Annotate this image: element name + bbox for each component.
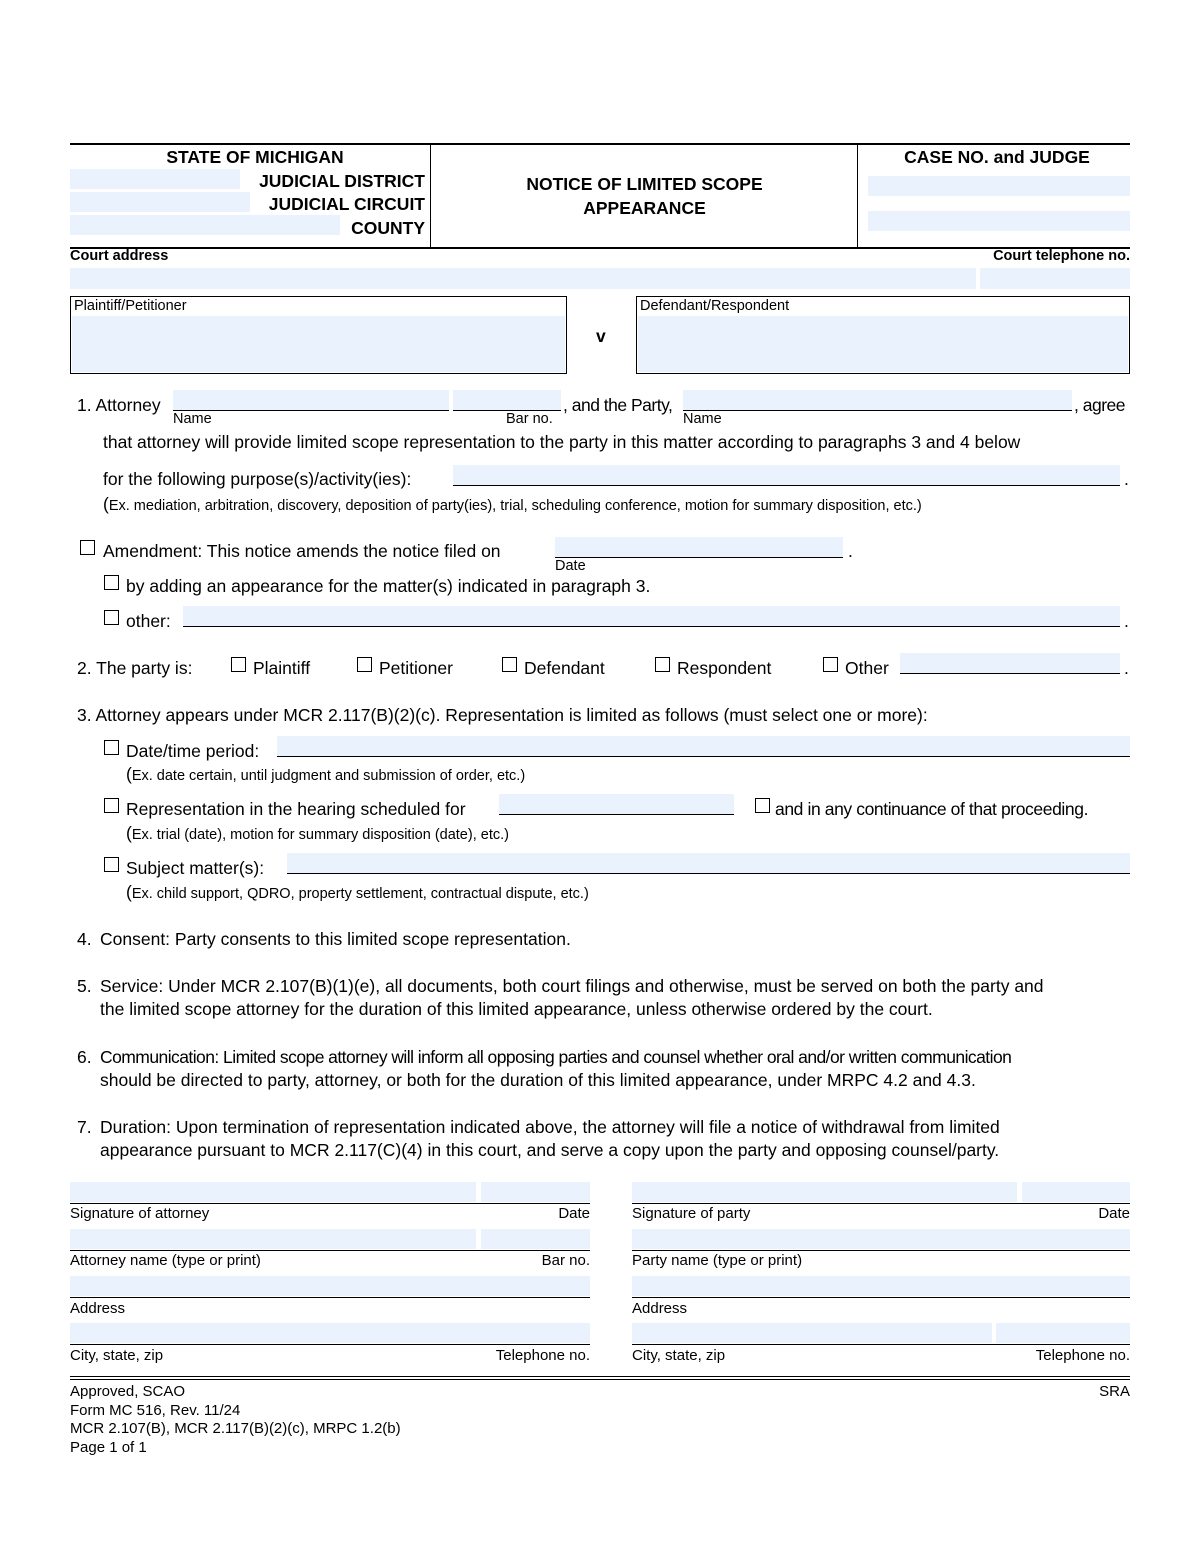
party-signature-input[interactable] bbox=[632, 1182, 1017, 1202]
header-divider-right bbox=[857, 143, 858, 249]
party-signature-date-input[interactable] bbox=[1022, 1182, 1130, 1202]
item1-lead: 1. Attorney bbox=[77, 395, 161, 415]
party-plaintiff-checkbox[interactable] bbox=[231, 657, 246, 672]
party-address-rule bbox=[632, 1297, 1130, 1298]
item6-line2: should be directed to party, attorney, or both for the duration of this limited appearance, under MRPC 4.2 and 4.3. bbox=[100, 1070, 976, 1090]
item6-line1: Communication: Limited scope attorney will inform all opposing parties and counsel whether oral and/or written communication bbox=[100, 1047, 1012, 1067]
attorney-city-rule bbox=[70, 1344, 590, 1345]
attorney-address-rule bbox=[70, 1297, 590, 1298]
continuance-label: and in any continuance of that proceeding. bbox=[775, 799, 1089, 819]
court-address-label: Court address bbox=[70, 248, 169, 264]
purpose-example-text: Ex. mediation, arbitration, discovery, deposition of party(ies), trial, scheduling conference, motion for summary disposition, etc.) bbox=[108, 498, 922, 514]
subject-label: Subject matter(s): bbox=[126, 858, 265, 878]
item4-text: Consent: Party consents to this limited scope representation. bbox=[100, 929, 571, 949]
date-time-example-text: Ex. date certain, until judgment and submission of order, etc.) bbox=[131, 768, 526, 784]
case-no-label: CASE NO. and JUDGE bbox=[904, 147, 1090, 167]
attorney-name-rule bbox=[70, 1250, 590, 1251]
party-plaintiff-label: Plaintiff bbox=[253, 658, 311, 678]
hearing-label: Representation in the hearing scheduled for bbox=[126, 799, 466, 819]
party-defendant-checkbox[interactable] bbox=[502, 657, 517, 672]
footer-approved: Approved, SCAO bbox=[70, 1383, 186, 1400]
item5-num: 5. bbox=[77, 976, 92, 996]
other-amend-checkbox[interactable] bbox=[104, 610, 119, 625]
amendment-text: Amendment: This notice amends the notice filed on bbox=[103, 541, 501, 561]
attorney-sig-label: Signature of attorney bbox=[70, 1205, 210, 1222]
party-petitioner-label: Petitioner bbox=[379, 658, 453, 678]
other-amend-label: other: bbox=[126, 611, 171, 631]
subject-example bbox=[126, 882, 589, 903]
date-time-input[interactable] bbox=[277, 736, 1130, 757]
purpose-example bbox=[103, 494, 922, 515]
footer-rules: MCR 2.107(B), MCR 2.117(B)(2)(c), MRPC 1.2(b) bbox=[70, 1420, 401, 1437]
party-city-rule bbox=[632, 1344, 1130, 1345]
party-sig-label: Signature of party bbox=[632, 1205, 751, 1222]
county-label: COUNTY bbox=[351, 218, 425, 238]
footer-sra: SRA bbox=[1099, 1383, 1130, 1400]
and-party-text: , and the Party, bbox=[563, 395, 673, 415]
party-other-period: . bbox=[1124, 658, 1129, 678]
attorney-bar-caption: Bar no. bbox=[506, 411, 553, 427]
item2-lead: 2. The party is: bbox=[77, 658, 193, 678]
header-top-rule bbox=[70, 143, 1130, 145]
party-petitioner-checkbox[interactable] bbox=[357, 657, 372, 672]
party-city-input[interactable] bbox=[632, 1323, 992, 1343]
item1-line3: for the following purpose(s)/activity(ies): bbox=[103, 469, 412, 489]
attorney-signature-date-input[interactable] bbox=[481, 1182, 590, 1202]
continuance-checkbox[interactable] bbox=[755, 798, 770, 813]
footer-rule-2 bbox=[70, 1379, 1130, 1380]
attorney-name-print-label: Attorney name (type or print) bbox=[70, 1252, 261, 1269]
state-heading: STATE OF MICHIGAN bbox=[166, 147, 344, 167]
adding-checkbox[interactable] bbox=[104, 575, 119, 590]
court-address-input[interactable] bbox=[70, 268, 976, 289]
circuit-label: JUDICIAL CIRCUIT bbox=[268, 194, 425, 214]
attorney-city-input[interactable] bbox=[70, 1323, 590, 1343]
defendant-input[interactable] bbox=[638, 316, 1128, 372]
party-respondent-checkbox[interactable] bbox=[655, 657, 670, 672]
party-tel-input[interactable] bbox=[996, 1323, 1130, 1343]
amendment-period: . bbox=[848, 541, 853, 561]
attorney-signature-input[interactable] bbox=[70, 1182, 476, 1202]
item6-num: 6. bbox=[77, 1047, 92, 1067]
hearing-checkbox[interactable] bbox=[104, 798, 119, 813]
party-name-input[interactable] bbox=[683, 390, 1072, 411]
agree-text: , agree bbox=[1074, 395, 1125, 415]
item1-line2: that attorney will provide limited scope representation to the party in this matter according to paragraphs 3 and 4 below bbox=[103, 432, 1021, 452]
date-time-example bbox=[126, 764, 525, 785]
party-respondent-label: Respondent bbox=[677, 658, 772, 678]
item7-line1: Duration: Upon termination of representation indicated above, the attorney will file a notice of withdrawal from limited bbox=[100, 1117, 1000, 1137]
hearing-example-paren: ( bbox=[126, 823, 132, 843]
attorney-bar-input[interactable] bbox=[453, 390, 561, 411]
footer-page: Page 1 of 1 bbox=[70, 1439, 147, 1456]
item3-lead: 3. Attorney appears under MCR 2.117(B)(2)(c). Representation is limited as follows (must select one or more): bbox=[77, 705, 928, 725]
subject-checkbox[interactable] bbox=[104, 857, 119, 872]
attorney-city-label: City, state, zip bbox=[70, 1347, 164, 1364]
party-sig-rule bbox=[632, 1203, 1130, 1204]
party-other-label: Other bbox=[845, 658, 889, 678]
attorney-sig-rule bbox=[70, 1203, 590, 1204]
party-other-checkbox[interactable] bbox=[823, 657, 838, 672]
amendment-date-input[interactable] bbox=[555, 537, 843, 558]
versus-label: v bbox=[596, 326, 606, 346]
attorney-address-label: Address bbox=[70, 1300, 126, 1317]
item4-num: 4. bbox=[77, 929, 92, 949]
footer-form: Form MC 516, Rev. 11/24 bbox=[70, 1402, 241, 1419]
attorney-name-input[interactable] bbox=[173, 390, 449, 411]
amendment-date-caption: Date bbox=[555, 558, 586, 574]
purpose-example-paren: ( bbox=[103, 494, 109, 514]
adding-text: by adding an appearance for the matter(s) indicated in paragraph 3. bbox=[126, 576, 651, 596]
party-address-input[interactable] bbox=[632, 1276, 1130, 1296]
attorney-address-input[interactable] bbox=[70, 1276, 590, 1296]
amendment-checkbox[interactable] bbox=[80, 540, 95, 555]
hearing-input[interactable] bbox=[499, 794, 734, 815]
form-title-line2: APPEARANCE bbox=[583, 198, 706, 218]
attorney-tel-label: Telephone no. bbox=[495, 1347, 590, 1364]
party-city-label: City, state, zip bbox=[632, 1347, 726, 1364]
court-telephone-input[interactable] bbox=[980, 268, 1130, 289]
hearing-example bbox=[126, 823, 509, 844]
party-name-rule bbox=[632, 1250, 1130, 1251]
attorney-name-caption: Name bbox=[173, 411, 212, 427]
date-time-label: Date/time period: bbox=[126, 741, 260, 761]
party-date-label: Date bbox=[1098, 1205, 1130, 1222]
date-time-example-paren: ( bbox=[126, 764, 132, 784]
party-other-input[interactable] bbox=[900, 653, 1120, 674]
court-telephone-label: Court telephone no. bbox=[993, 248, 1130, 264]
plaintiff-label: Plaintiff/Petitioner bbox=[74, 298, 187, 314]
date-time-checkbox[interactable] bbox=[104, 740, 119, 755]
subject-example-paren: ( bbox=[126, 882, 132, 902]
plaintiff-input[interactable] bbox=[72, 316, 565, 372]
item7-num: 7. bbox=[77, 1117, 92, 1137]
party-name-print-label: Party name (type or print) bbox=[632, 1252, 803, 1269]
defendant-label: Defendant/Respondent bbox=[640, 298, 790, 314]
party-defendant-label: Defendant bbox=[524, 658, 605, 678]
form-title-line1: NOTICE OF LIMITED SCOPE bbox=[526, 174, 763, 194]
item5-line2: the limited scope attorney for the duration of this limited appearance, unless otherwise ordered by the court. bbox=[100, 999, 933, 1019]
party-name-caption: Name bbox=[683, 411, 722, 427]
other-amend-input[interactable] bbox=[183, 606, 1120, 627]
item5-line1: Service: Under MCR 2.107(B)(1)(e), all documents, both court filings and otherwise, must be served on both the party and bbox=[100, 976, 1044, 996]
district-label: JUDICIAL DISTRICT bbox=[259, 171, 425, 191]
item7-line2: appearance pursuant to MCR 2.117(C)(4) in this court, and serve a copy upon the party and opposing counsel/party. bbox=[100, 1140, 1000, 1160]
attorney-bar-print-input[interactable] bbox=[481, 1229, 590, 1249]
case-no-input[interactable] bbox=[868, 176, 1130, 196]
hearing-example-text: Ex. trial (date), motion for summary disposition (date), etc.) bbox=[131, 827, 509, 843]
attorney-name-print-input[interactable] bbox=[70, 1229, 476, 1249]
purpose-input[interactable] bbox=[453, 465, 1120, 486]
judge-input[interactable] bbox=[868, 211, 1130, 231]
party-tel-label: Telephone no. bbox=[1035, 1347, 1130, 1364]
attorney-date-label: Date bbox=[558, 1205, 590, 1222]
subject-input[interactable] bbox=[287, 853, 1130, 874]
subject-example-text: Ex. child support, QDRO, property settlement, contractual dispute, etc.) bbox=[131, 886, 589, 902]
footer-rule-1 bbox=[70, 1376, 1130, 1377]
party-name-print-input[interactable] bbox=[632, 1229, 1130, 1249]
party-address-label: Address bbox=[632, 1300, 688, 1317]
attorney-bar-print-label: Bar no. bbox=[541, 1252, 590, 1269]
purpose-period: . bbox=[1124, 469, 1129, 489]
other-amend-period: . bbox=[1124, 611, 1129, 631]
